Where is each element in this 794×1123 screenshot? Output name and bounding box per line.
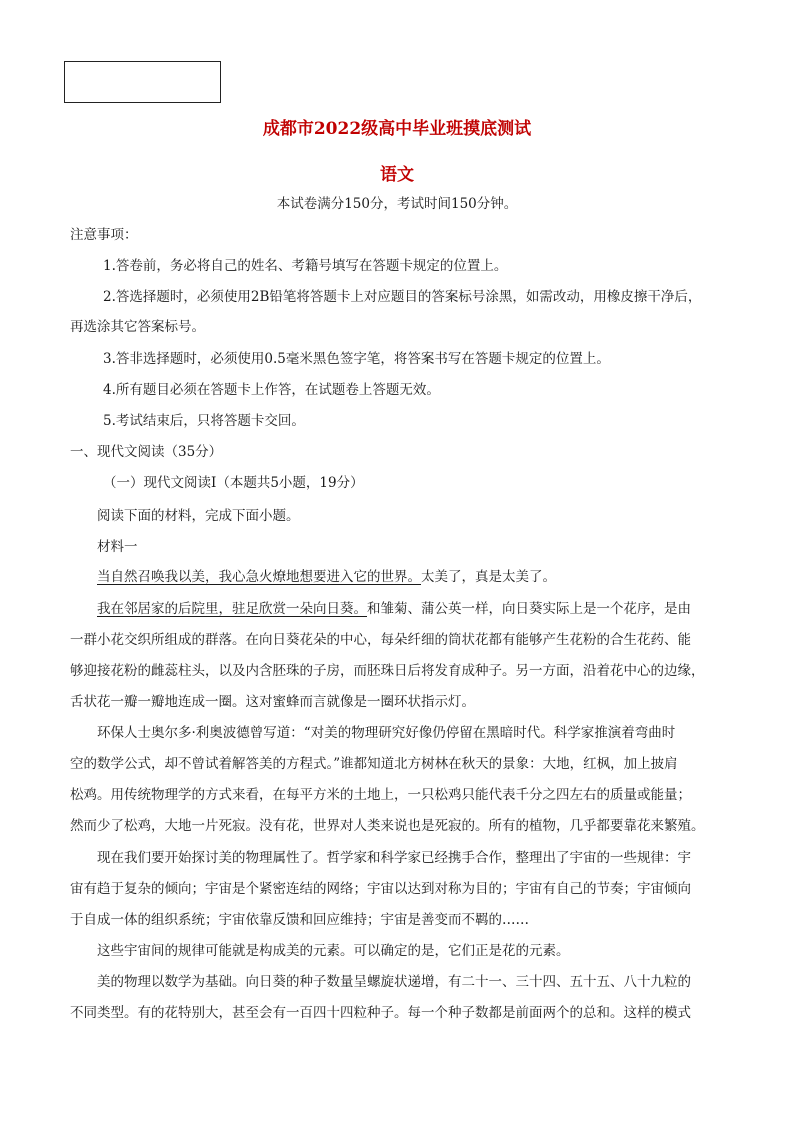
passage-line: 于自成一体的组织系统；宇宙依靠反馈和回应维持；宇宙是善变而不羁的…… — [70, 912, 529, 928]
passage-line: 环保人士奥尔多·利奥波德曾写道：“对美的物理研究好像仍停留在黑暗时代。科学家推演着弯曲时 — [97, 725, 676, 741]
note-item: 1.答卷前，务必将自己的姓名、考籍号填写在答题卡规定的位置上。 — [103, 258, 508, 274]
passage-line: 一群小花交织所组成的群落。在向日葵花朵的中心，每朵纤细的筒状花都有能够产生花粉的合生花药、能 — [70, 632, 691, 648]
subject-title: 语文 — [380, 165, 414, 185]
instruction: 阅读下面的材料，完成下面小题。 — [97, 508, 300, 524]
note-item-continued: 再选涂其它答案标号。 — [70, 319, 205, 335]
material-label: 材料一 — [97, 539, 138, 555]
section-heading: 一、现代文阅读（35分） — [70, 444, 223, 460]
underlined-sentence: 当自然召唤我以美，我心急火燎地想要进入它的世界。 — [97, 569, 421, 585]
passage-line — [97, 568, 757, 586]
passage-line: 这些宇宙间的规律可能就是构成美的元素。可以确定的是，它们正是花的元素。 — [97, 943, 570, 959]
passage-line: 够迎接花粉的雌蕊柱头，以及内含胚珠的子房，而胚珠日后将发育成种子。另一方面，沿着花中心的边缘， — [70, 663, 705, 679]
score-box — [64, 61, 221, 103]
exam-info: 本试卷满分150分，考试时间150分钟。 — [276, 196, 518, 212]
notes-heading: 注意事项： — [70, 227, 138, 243]
passage-line: 不同类型。有的花特别大，甚至会有一百四十四粒种子。每一个种子数都是前面两个的总和。这样的模式 — [70, 1005, 691, 1021]
passage-line: 美的物理以数学为基础。向日葵的种子数量呈螺旋状递增，有二十一、三十四、五十五、八十九粒的 — [97, 974, 691, 990]
note-item: 2.答选择题时，必须使用2B铅笔将答题卡上对应题目的答案标号涂黑，如需改动，用橡皮擦干净后， — [103, 289, 702, 305]
passage-line: 现在我们要开始探讨美的物理属性了。哲学家和科学家已经携手合作，整理出了宇宙的一些规律：宇 — [97, 850, 691, 866]
passage-line: 舌状花一瓣一瓣地连成一圈。这对蜜蜂而言就像是一圈环状指示灯。 — [70, 694, 475, 710]
passage-line: 然而少了松鸡，大地一片死寂。没有花，世界对人类来说也是死寂的。所有的植物，几乎都要靠花来繁殖。 — [70, 818, 705, 834]
note-item: 3.答非选择题时，必须使用0.5毫米黑色签字笔，将答案书写在答题卡规定的位置上。 — [103, 351, 610, 367]
note-item: 5.考试结束后，只将答题卡交回。 — [103, 413, 305, 429]
passage-line: 宙有趋于复杂的倾向；宇宙是个紧密连结的网络；宇宙以达到对称为目的；宇宙有自己的节奏；宇宙倾向 — [70, 881, 691, 897]
subsection-heading: （一）现代文阅读Ⅰ（本题共5小题，19分） — [103, 475, 364, 491]
passage-line: 松鸡。用传统物理学的方式来看，在每平方米的土地上，一只松鸡只能代表千分之四左右的质量或能量； — [70, 787, 691, 803]
passage-text: 和雏菊、蒲公英一样，向日葵实际上是一个花序，是由 — [367, 601, 691, 617]
passage-text: 太美了，真是太美了。 — [421, 569, 556, 585]
note-item: 4.所有题目必须在答题卡上作答，在试题卷上答题无效。 — [103, 382, 440, 398]
passage-line — [97, 600, 757, 618]
underlined-sentence: 我在邻居家的后院里，驻足欣赏一朵向日葵。 — [97, 601, 367, 617]
exam-title: 成都市2022级高中毕业班摸底测试 — [262, 119, 532, 139]
passage-line: 空的数学公式，却不曾试着解答美的方程式。”谁都知道北方树林在秋天的景象：大地，红枫，加上披肩 — [70, 756, 678, 772]
